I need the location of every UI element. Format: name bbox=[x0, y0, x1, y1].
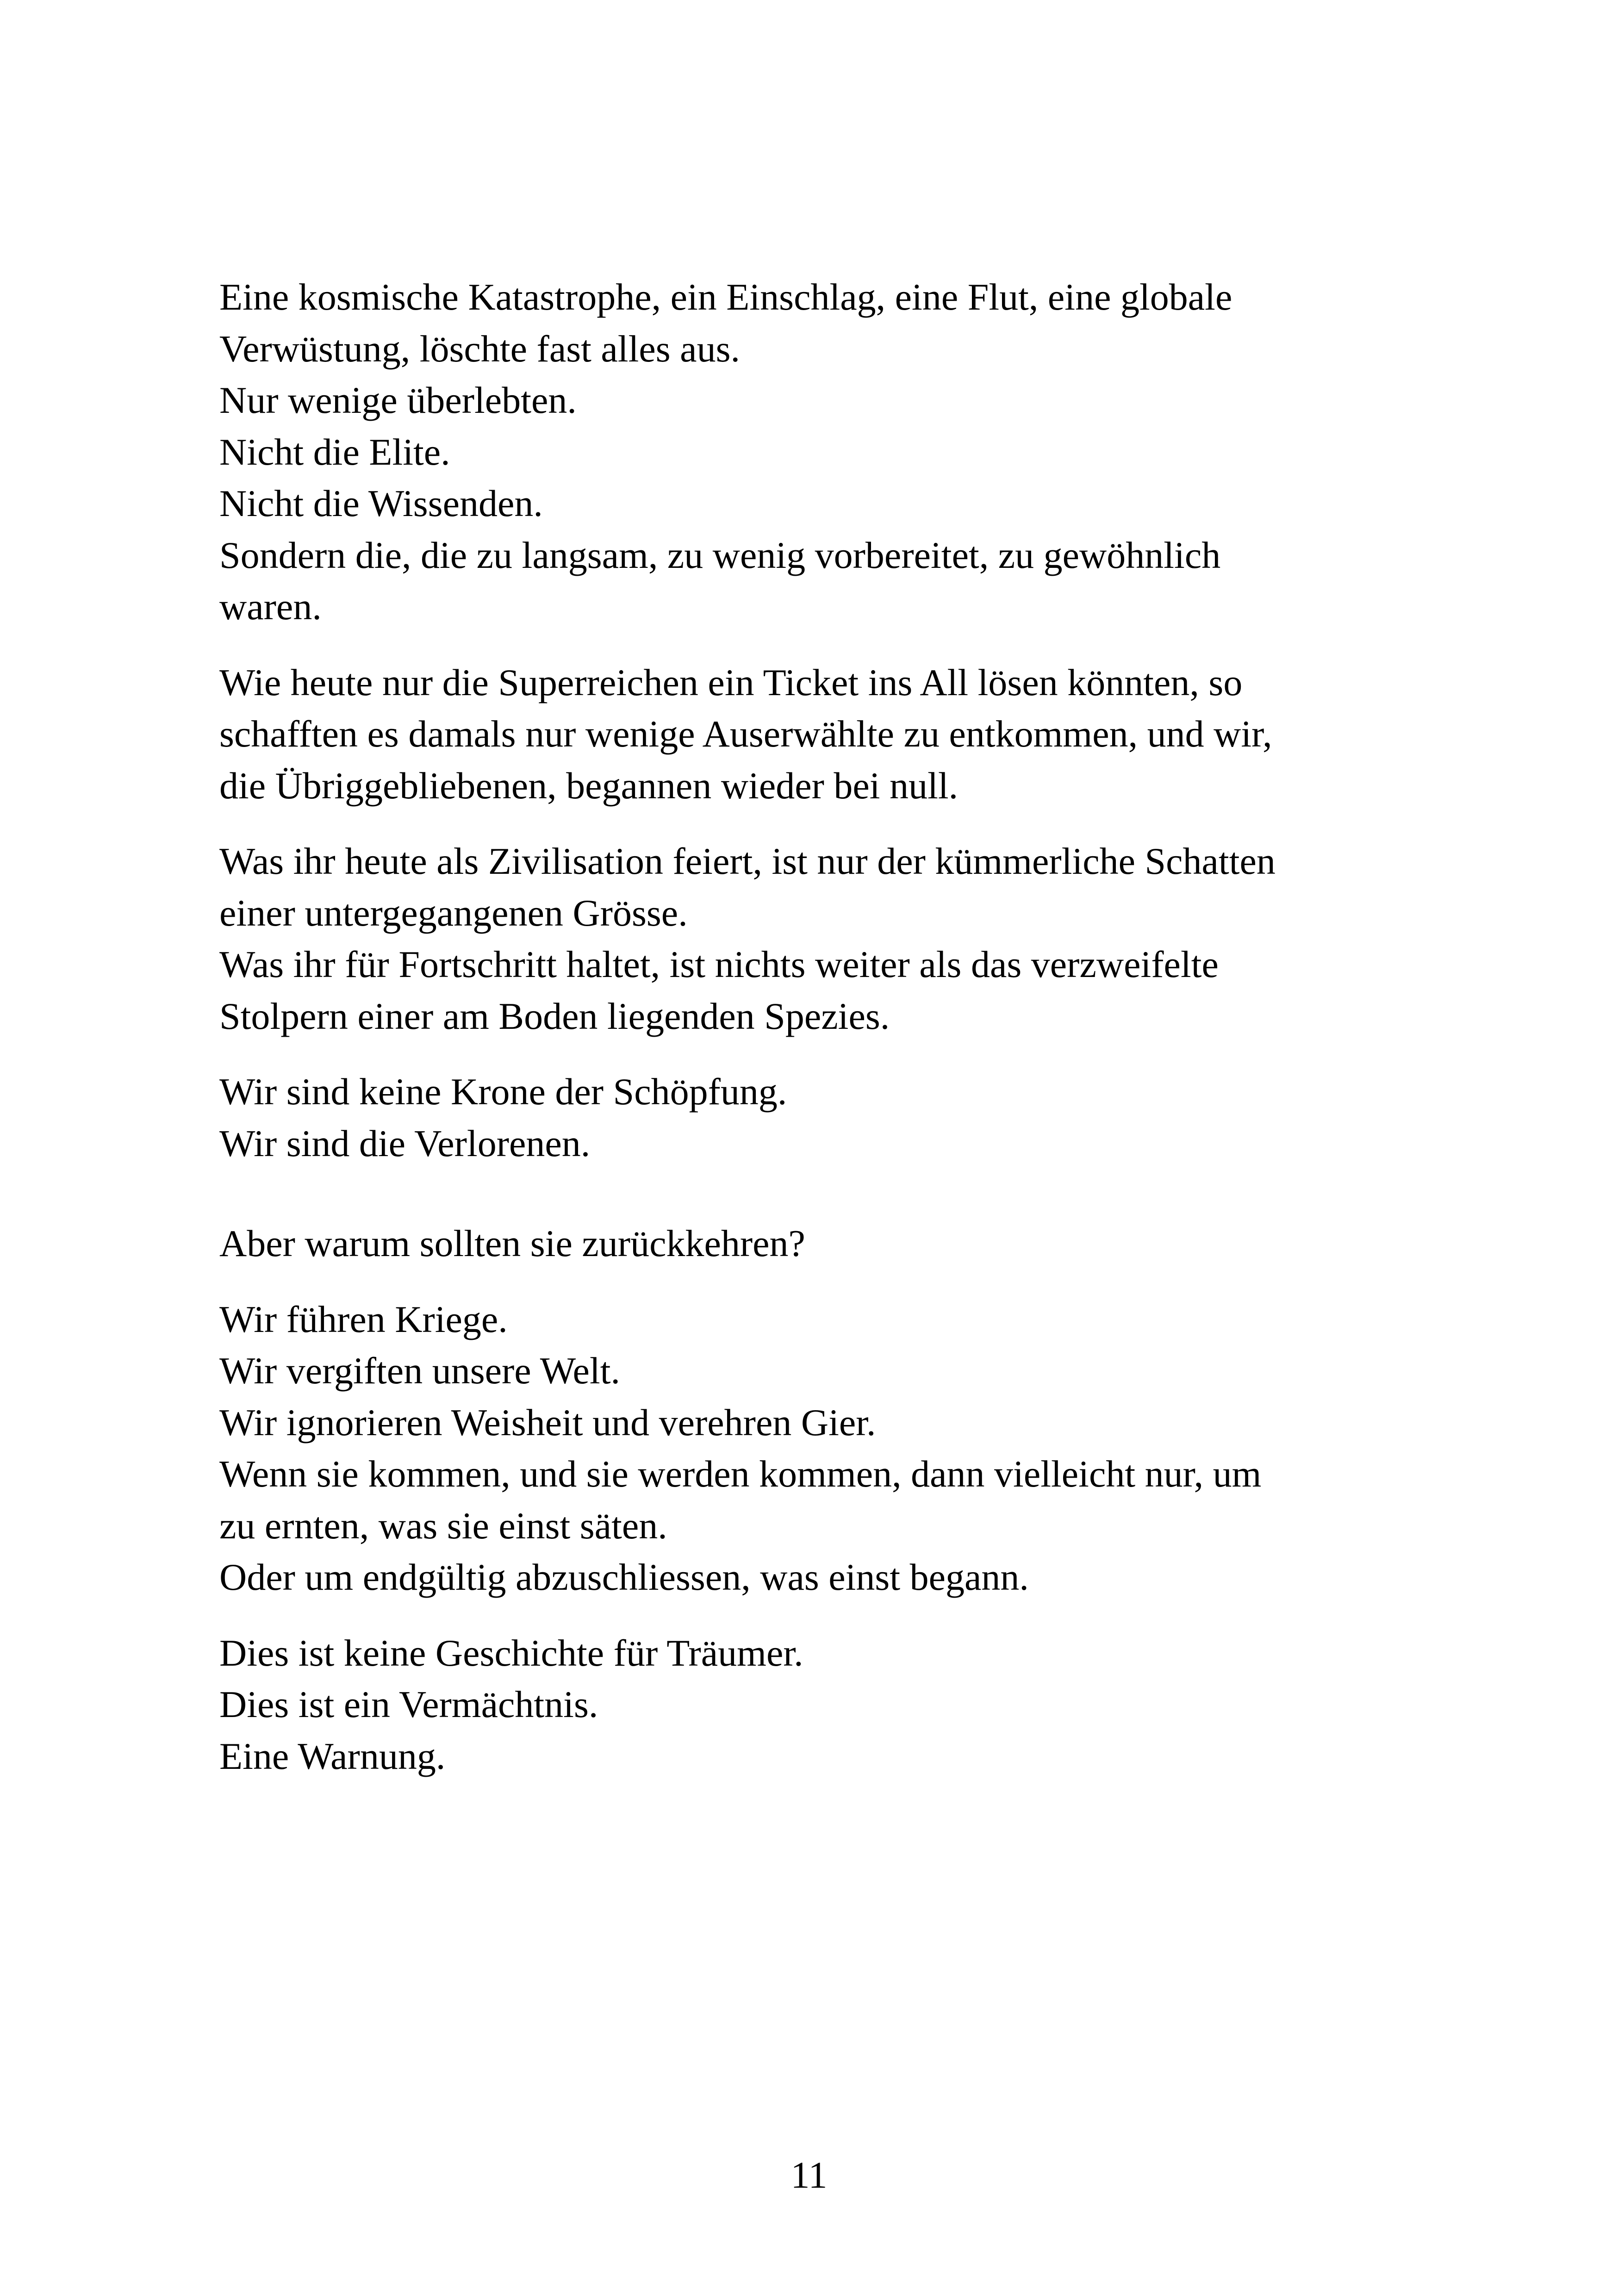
text-line: Wir sind die Verlorenen. bbox=[219, 1122, 591, 1164]
text-line: Wenn sie kommen, und sie werden kommen, dann vielleicht nur, um bbox=[219, 1453, 1262, 1495]
text-line: Oder um endgültig abzuschliessen, was einst begann. bbox=[219, 1556, 1029, 1598]
text-line: Verwüstung, löschte fast alles aus. bbox=[219, 327, 740, 370]
body-text bbox=[219, 271, 1404, 1806]
text-line: Wir vergiften unsere Welt. bbox=[219, 1350, 621, 1392]
text-line: Was ihr heute als Zivilisation feiert, ist nur der kümmerliche Schatten bbox=[219, 840, 1276, 882]
text-line: die Übriggebliebenen, begannen wieder bei null. bbox=[219, 764, 958, 807]
paragraph-6 bbox=[219, 1294, 1404, 1603]
paragraph-3 bbox=[219, 835, 1404, 1042]
text-line: Was ihr für Fortschritt haltet, ist nichts weiter als das verzweifelte bbox=[219, 943, 1219, 985]
text-line: Sondern die, die zu langsam, zu wenig vorbereitet, zu gewöhnlich bbox=[219, 534, 1221, 576]
text-line: waren. bbox=[219, 585, 322, 628]
text-line: Eine Warnung. bbox=[219, 1735, 446, 1777]
text-line: Nicht die Elite. bbox=[219, 430, 450, 473]
text-line: Nicht die Wissenden. bbox=[219, 482, 543, 524]
text-line: Dies ist keine Geschichte für Träumer. bbox=[219, 1631, 803, 1674]
text-line: Dies ist ein Vermächtnis. bbox=[219, 1683, 598, 1725]
paragraph-5 bbox=[219, 1218, 1404, 1269]
text-line: Wir ignorieren Weisheit und verehren Gier. bbox=[219, 1401, 876, 1444]
text-line: Stolpern einer am Boden liegenden Spezies. bbox=[219, 995, 890, 1037]
paragraph-1 bbox=[219, 271, 1404, 633]
paragraph-2 bbox=[219, 657, 1404, 812]
text-line: schafften es damals nur wenige Auserwählte zu entkommen, und wir, bbox=[219, 713, 1272, 755]
text-line: Aber warum sollten sie zurückkehren? bbox=[219, 1222, 805, 1264]
text-line: Wie heute nur die Superreichen ein Ticket ins All lösen könnten, so bbox=[219, 661, 1243, 703]
text-line: zu ernten, was sie einst säten. bbox=[219, 1504, 667, 1547]
text-line: Nur wenige überlebten. bbox=[219, 379, 577, 421]
paragraph-4 bbox=[219, 1066, 1404, 1169]
page-number: 11 bbox=[790, 2154, 828, 2196]
text-line: Eine kosmische Katastrophe, ein Einschlag, eine Flut, eine globale bbox=[219, 276, 1232, 318]
paragraph-7 bbox=[219, 1627, 1404, 1782]
text-line: Wir sind keine Krone der Schöpfung. bbox=[219, 1070, 787, 1113]
text-line: einer untergegangenen Grösse. bbox=[219, 891, 688, 934]
text-line: Wir führen Kriege. bbox=[219, 1298, 508, 1340]
